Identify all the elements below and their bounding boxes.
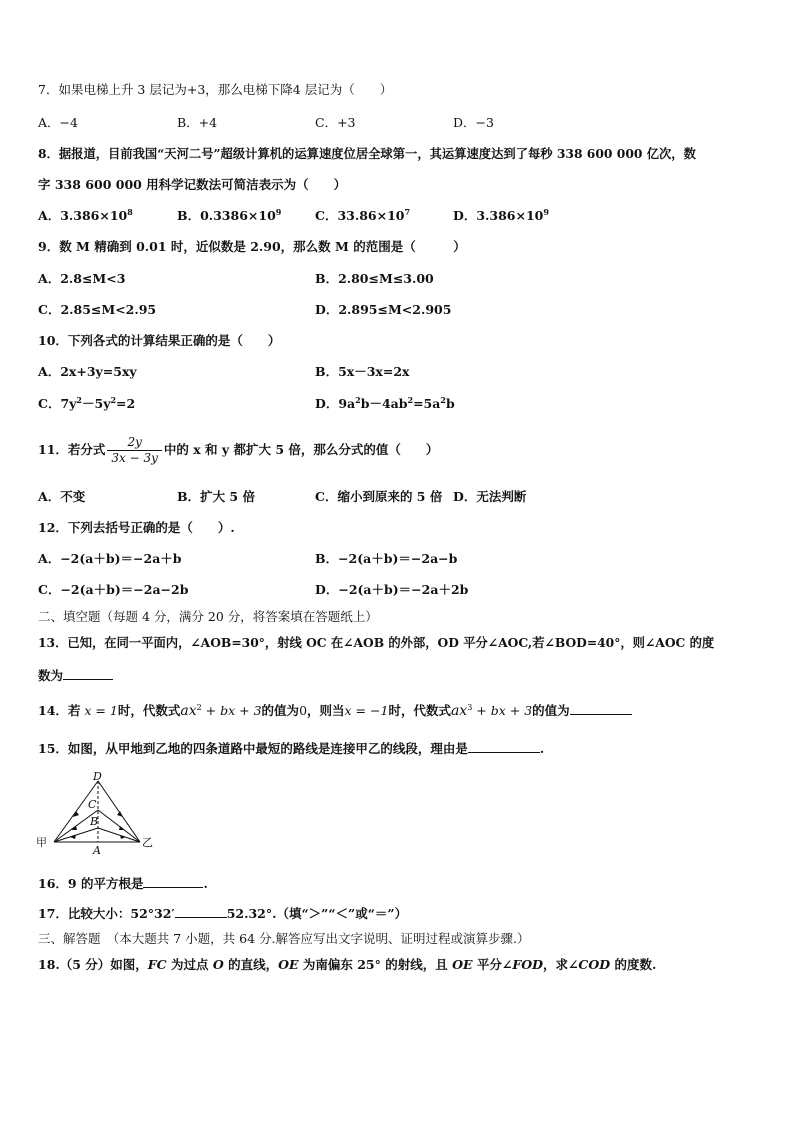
q9-option-a: A．2.8≤M<3	[38, 271, 126, 286]
q15-route-figure	[36, 772, 156, 858]
arrow-marker-4	[119, 826, 125, 830]
q14-answer-blank[interactable]	[570, 702, 632, 715]
q9-option-c: C．2.85≤M<2.95	[38, 302, 157, 317]
q10-option-d: D．$9a^2b-4ab^2=5a^2b$	[315, 394, 455, 411]
q13-line2: 数为	[38, 667, 113, 684]
q7-option-a: A．−4	[38, 115, 78, 130]
q8-option-c: C．$33.86\times 10^7$	[315, 206, 411, 223]
figure-label-jia: 甲	[36, 836, 47, 849]
q11-option-d: D．无法判断	[453, 489, 527, 504]
q7-option-c: C．+3	[315, 115, 356, 130]
route-line-b-right	[98, 828, 140, 842]
q18-line: 18.（5 分）如图，FC 为过点 O 的直线，OE 为南偏东 25° 的射线，且 OE 平分∠FOD，求∠COD 的度数.	[38, 957, 657, 972]
section-2-heading: 二、填空题（每题 4 分，满分 20 分，将答案填在答题纸上）	[38, 609, 378, 624]
figure-label-a: A	[93, 844, 101, 857]
q11-stem: 11．若分式 $\frac{2y}{3x - 3y}$ 中的 x 和 y 都扩大 5 倍，那么分式的值（ ）	[38, 435, 439, 465]
figure-label-b: B	[90, 815, 99, 828]
q11-option-b: B．扩大 5 倍	[177, 489, 255, 504]
q13-answer-blank[interactable]	[63, 667, 113, 680]
q11-option-a: A．不变	[38, 489, 86, 504]
q12-option-c: C．−2(a＋b)＝−2a−2b	[38, 582, 189, 597]
q16-answer-blank[interactable]	[143, 875, 203, 888]
q17-answer-blank[interactable]	[175, 905, 227, 918]
figure-label-c: C	[88, 798, 97, 811]
q9-option-d: D．2.895≤M<2.905	[315, 302, 452, 317]
section-3-heading: 三、解答题 （本大题共 7 小题，共 64 分.解答应写出文字说明、证明过程或演算步骤.）	[38, 931, 530, 946]
route-line-d-right	[98, 781, 140, 842]
q10-option-a: A．2x+3y=5xy	[38, 364, 137, 379]
arrow-marker-6	[120, 835, 126, 839]
q8-option-d: D．$3.386\times 10^9$	[453, 206, 549, 223]
q8-line2: 字 338 600 000 用科学记数法可简洁表示为（ ）	[38, 177, 347, 192]
q9-stem: 9．数 M 精确到 0.01 时，近似数是 2.90，那么数 M 的范围是（ ）	[38, 239, 466, 254]
q12-stem: 12．下列去括号正确的是（ ）.	[38, 520, 235, 535]
q7-option-d: D．−3	[453, 115, 494, 130]
q12-option-a: A．−2(a＋b)＝−2a＋b	[38, 551, 182, 566]
q10-option-b: B．5x－3x=2x	[315, 364, 410, 379]
q11-fraction: $\frac{2y}{3x - 3y}$	[107, 435, 162, 466]
q14-line: 14．若 x = 1时，代数式$ax^2$ + bx + 3的值为0，则当x = −1时，代数式$ax^3$ + bx + 3的值为	[38, 702, 632, 719]
q7-option-b: B．+4	[177, 115, 218, 130]
figure-label-yi: 乙	[142, 836, 153, 849]
q9-option-b: B．2.80≤M≤3.00	[315, 271, 434, 286]
q16-line: 16．9 的平方根是 .	[38, 876, 208, 891]
q11-option-c: C．缩小到原来的 5 倍	[315, 489, 443, 504]
arrow-marker-2	[117, 811, 123, 817]
q7-stem: 7．如果电梯上升 3 层记为+3，那么电梯下降4 层记为（ ）	[38, 82, 393, 97]
arrow-marker-3	[71, 826, 77, 830]
q15-stem: 15．如图，从甲地到乙地的四条道路中最短的路线是连接甲乙的线段，理由是 .	[38, 741, 545, 756]
q8-option-b: B．$0.3386\times 10^9$	[177, 206, 282, 223]
q8-line1: 8．据报道，目前我国“天河二号”超级计算机的运算速度位居全球第一，其运算速度达到了每秒 338 600 000 亿次，数	[38, 146, 696, 161]
q13-line1: 13．已知，在同一平面内，∠AOB=30°，射线 OC 在∠AOB 的外部，OD 平分∠AOC,若∠BOD=40°，则∠AOC 的度	[38, 635, 715, 650]
q10-stem: 10．下列各式的计算结果正确的是（ ）	[38, 333, 281, 348]
figure-label-d: D	[93, 772, 102, 783]
q10-option-c: C．$7y^2-5y^2=2$	[38, 394, 136, 411]
q8-option-a: A．$3.386\times 10^8$	[38, 206, 133, 223]
q12-option-d: D．−2(a＋b)＝−2a＋2b	[315, 582, 469, 597]
q12-option-b: B．−2(a＋b)＝−2a−b	[315, 551, 458, 566]
q15-answer-blank[interactable]	[468, 740, 540, 753]
q17-line: 17．比较大小：52°32′ 52.32°.（填“＞”“＜”或“＝”）	[38, 906, 408, 921]
